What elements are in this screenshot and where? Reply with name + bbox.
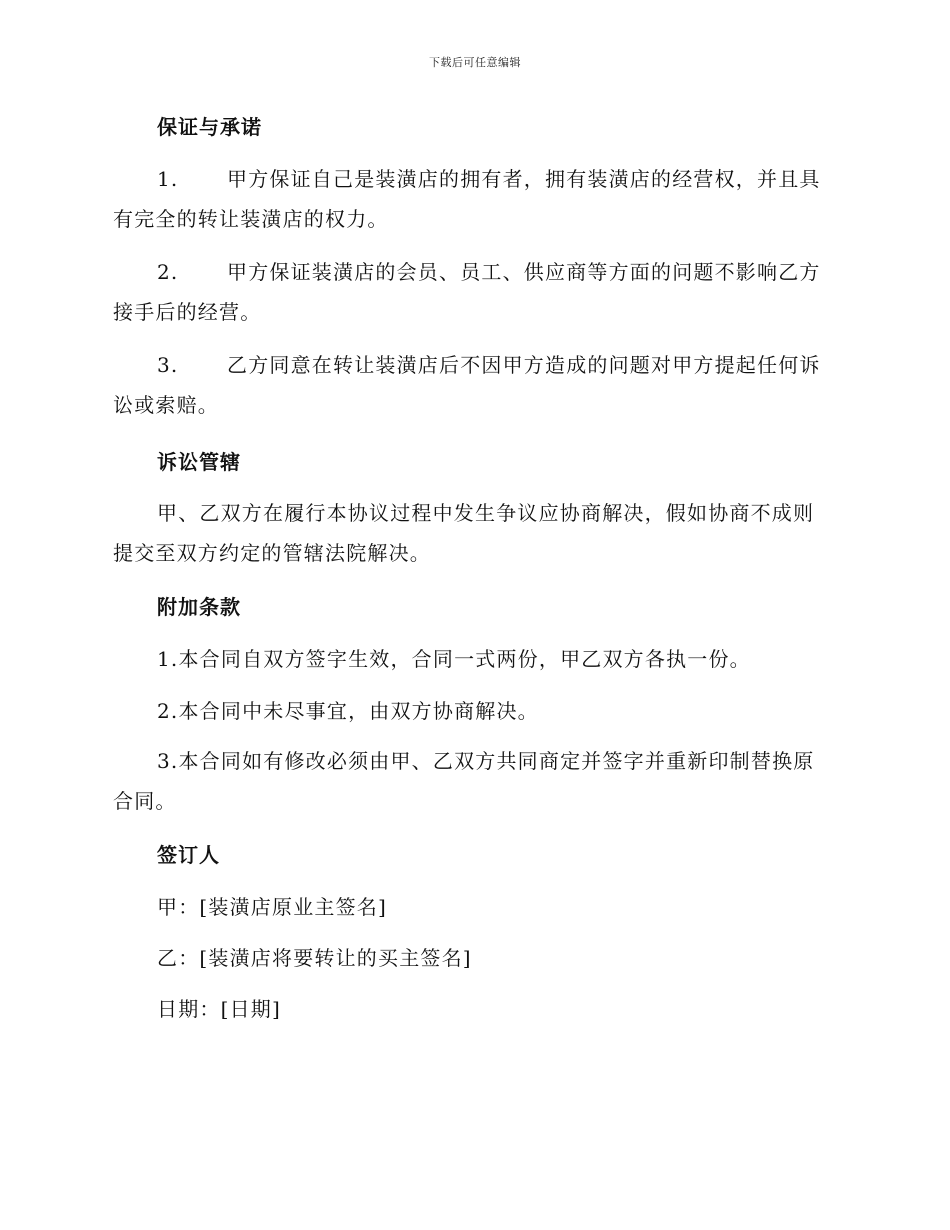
jurisdiction-paragraph: [113, 494, 833, 572]
signature-party-b: 乙：[装潢店将要转让的买主签名]: [157, 946, 472, 970]
additional-item-2: [113, 692, 833, 730]
paragraph-line: 合同。: [113, 789, 177, 813]
item-text-continued: 讼或索赔。: [113, 393, 219, 417]
item-number: 1.: [157, 167, 179, 191]
guarantee-item-2: [113, 253, 833, 331]
paragraph-line: 1.本合同自双方签字生效，合同一式两份，甲乙双方各执一份。: [157, 647, 751, 671]
paragraph-line: 提交至双方约定的管辖法院解决。: [113, 541, 431, 565]
additional-item-1: [113, 640, 833, 678]
section-title-additional: 附加条款: [157, 595, 241, 619]
item-text: 甲方保证自己是装潢店的拥有者，拥有装潢店的经营权，并且具: [227, 167, 821, 191]
section-title-guarantee: 保证与承诺: [157, 115, 262, 139]
section-title-jurisdiction: 诉讼管辖: [157, 450, 241, 474]
item-number: 2.: [157, 260, 179, 284]
item-text-continued: 有完全的转让装潢店的权力。: [113, 207, 389, 231]
guarantee-item-3: [113, 346, 833, 424]
paragraph-line: 3.本合同如有修改必须由甲、乙双方共同商定并签字并重新印制替换原: [157, 749, 815, 773]
signature-party-a: 甲：[装潢店原业主签名]: [157, 895, 388, 919]
paragraph-line: 2.本合同中未尽事宜，由双方协商解决。: [157, 699, 539, 723]
paragraph-line: 甲、乙双方在履行本协议过程中发生争议应协商解决，假如协商不成则: [157, 501, 815, 525]
additional-item-3: [113, 742, 833, 820]
header-note: 下载后可任意编辑: [429, 56, 521, 69]
guarantee-item-1: [113, 160, 833, 238]
item-text: 甲方保证装潢店的会员、员工、供应商等方面的问题不影响乙方: [227, 260, 821, 284]
item-text: 乙方同意在转让装潢店后不因甲方造成的问题对甲方提起任何诉: [227, 353, 821, 377]
item-text-continued: 接手后的经营。: [113, 300, 262, 324]
section-title-signatories: 签订人: [157, 843, 220, 867]
signature-date: 日期：[日期]: [157, 997, 282, 1021]
item-number: 3.: [157, 353, 179, 377]
